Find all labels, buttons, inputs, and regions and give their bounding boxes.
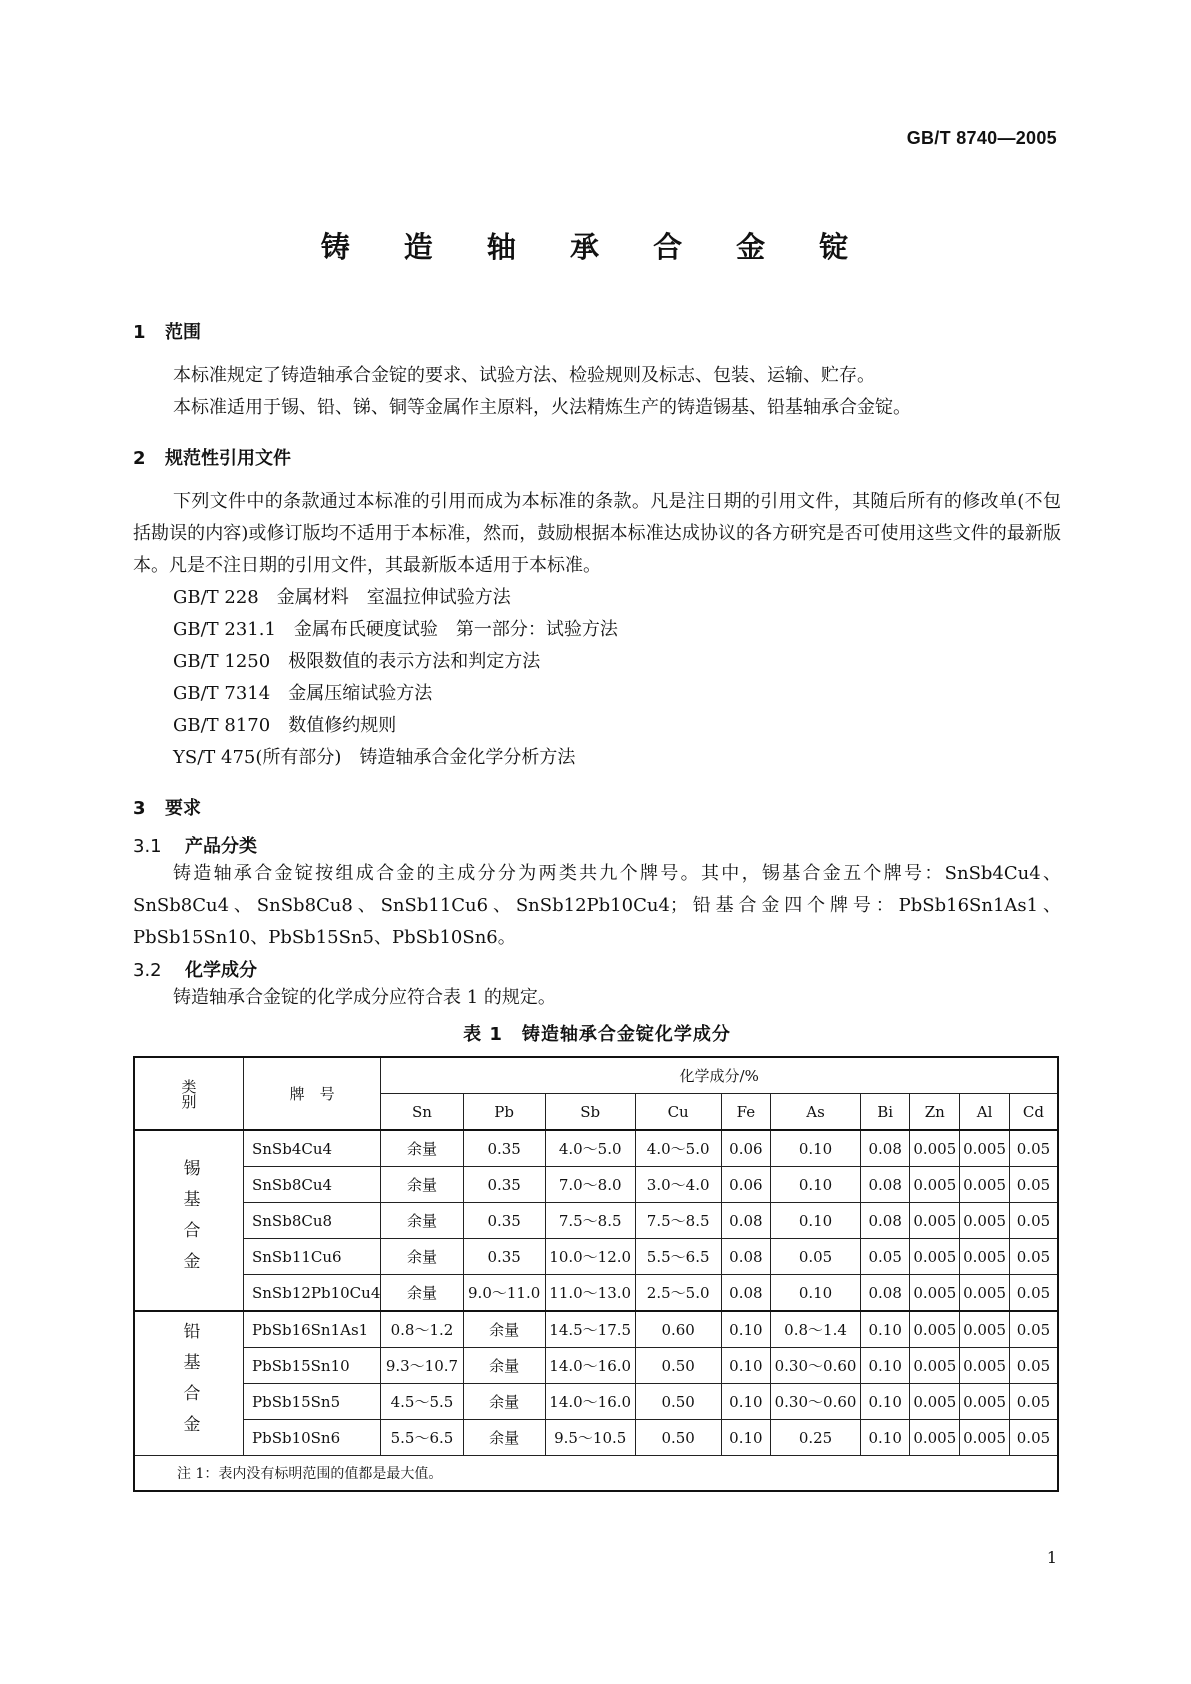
value-cell: 0.10 [721, 1384, 770, 1420]
value-cell: 0.005 [910, 1420, 960, 1456]
value-cell: 0.10 [860, 1311, 909, 1348]
table-row [134, 1384, 1058, 1420]
value-cell: 余量 [381, 1239, 463, 1275]
table-row [134, 1130, 1058, 1167]
reference-item: GB/T 1250 极限数值的表示方法和判定方法 [173, 651, 541, 672]
value-cell: 0.005 [910, 1130, 960, 1167]
table-note: 注 1：表内没有标明范围的值都是最大值。 [134, 1456, 1058, 1492]
value-cell: 余量 [463, 1348, 545, 1384]
element-header: Al [960, 1094, 1010, 1131]
table-row [134, 1239, 1058, 1275]
composition-paragraph: 铸造轴承合金锭的化学成分应符合表 1 的规定。 [173, 987, 556, 1008]
page-number: 1 [1046, 1548, 1057, 1567]
value-cell: 4.0～5.0 [545, 1130, 635, 1167]
value-cell: 0.08 [860, 1203, 909, 1239]
value-cell: 0.05 [1009, 1311, 1058, 1348]
value-cell: 7.5～8.5 [545, 1203, 635, 1239]
table-row [134, 1167, 1058, 1203]
grade-cell: PbSb15Sn10 [244, 1348, 381, 1384]
value-cell: 0.08 [860, 1275, 909, 1312]
value-cell: 14.5～17.5 [545, 1311, 635, 1348]
value-cell: 0.005 [960, 1420, 1010, 1456]
value-cell: 0.05 [1009, 1239, 1058, 1275]
value-cell: 0.05 [860, 1239, 909, 1275]
section-3-2-heading: 3.2 化学成分 [133, 960, 257, 981]
table-row [134, 1275, 1058, 1312]
section-2-heading: 2 规范性引用文件 [133, 448, 291, 469]
table-row [134, 1311, 1058, 1348]
value-cell: 0.10 [721, 1420, 770, 1456]
value-cell: 0.08 [860, 1167, 909, 1203]
element-header: Cu [635, 1094, 721, 1131]
value-cell: 11.0～13.0 [545, 1275, 635, 1312]
element-header: Bi [860, 1094, 909, 1131]
classification-paragraph: 铸造轴承合金锭按组成合金的主成分分为两类共九个牌号。其中，锡基合金五个牌号：SnSb4Cu4、SnSb8Cu4、SnSb8Cu8、SnSb11Cu6、SnSb12Pb10Cu4；铅基合金四个牌号：PbSb16Sn1As1、PbSb15Sn10、PbSb15Sn5、PbSb10Sn6。 [133, 863, 1061, 948]
grade-cell: SnSb8Cu8 [244, 1203, 381, 1239]
grade-cell: SnSb4Cu4 [244, 1130, 381, 1167]
value-cell: 0.25 [771, 1420, 861, 1456]
value-cell: 0.005 [960, 1348, 1010, 1384]
reference-item: YS/T 475(所有部分) 铸造轴承合金化学分析方法 [173, 747, 576, 768]
value-cell: 0.50 [635, 1384, 721, 1420]
value-cell: 10.0～12.0 [545, 1239, 635, 1275]
grade-cell: PbSb15Sn5 [244, 1384, 381, 1420]
value-cell: 0.50 [635, 1420, 721, 1456]
value-cell: 0.05 [1009, 1420, 1058, 1456]
table-row [134, 1203, 1058, 1239]
value-cell: 0.10 [860, 1348, 909, 1384]
value-cell: 9.5～10.5 [545, 1420, 635, 1456]
value-cell: 0.08 [860, 1130, 909, 1167]
value-cell: 0.10 [721, 1348, 770, 1384]
element-header: Sn [381, 1094, 463, 1131]
grade-cell: SnSb8Cu4 [244, 1167, 381, 1203]
value-cell: 0.30～0.60 [771, 1348, 861, 1384]
value-cell: 余量 [381, 1167, 463, 1203]
value-cell: 5.5～6.5 [381, 1420, 463, 1456]
document-title: 铸 造 轴 承 合 金 锭 [320, 230, 871, 264]
value-cell: 7.5～8.5 [635, 1203, 721, 1239]
value-cell: 0.10 [771, 1203, 861, 1239]
value-cell: 0.10 [771, 1275, 861, 1312]
category-header: 类别 [134, 1057, 244, 1130]
reference-item: GB/T 7314 金属压缩试验方法 [173, 683, 433, 704]
value-cell: 0.005 [960, 1311, 1010, 1348]
value-cell: 0.06 [721, 1130, 770, 1167]
value-cell: 0.08 [721, 1239, 770, 1275]
scope-paragraph-2: 本标准适用于锡、铅、锑、铜等金属作主原料，火法精炼生产的铸造锡基、铅基轴承合金锭。 [173, 397, 911, 418]
value-cell: 4.0～5.0 [635, 1130, 721, 1167]
value-cell: 0.8～1.2 [381, 1311, 463, 1348]
table-caption: 表 1 铸造轴承合金锭化学成分 [463, 1024, 731, 1045]
grade-header: 牌 号 [244, 1057, 381, 1130]
value-cell: 0.05 [1009, 1130, 1058, 1167]
value-cell: 0.35 [463, 1239, 545, 1275]
value-cell: 0.06 [721, 1167, 770, 1203]
reference-item: GB/T 8170 数值修约规则 [173, 715, 397, 736]
value-cell: 余量 [381, 1130, 463, 1167]
value-cell: 0.005 [910, 1348, 960, 1384]
standard-code: GB/T 8740—2005 [906, 128, 1057, 148]
document-body [133, 322, 1061, 1492]
value-cell: 0.005 [960, 1384, 1010, 1420]
value-cell: 3.0～4.0 [635, 1167, 721, 1203]
value-cell: 0.005 [910, 1311, 960, 1348]
element-header: Sb [545, 1094, 635, 1131]
scope-paragraph-1: 本标准规定了铸造轴承合金锭的要求、试验方法、检验规则及标志、包装、运输、贮存。 [173, 365, 875, 386]
element-header: Zn [910, 1094, 960, 1131]
value-cell: 9.0～11.0 [463, 1275, 545, 1312]
value-cell: 0.05 [1009, 1384, 1058, 1420]
category-cell: 锡基合金 [134, 1130, 244, 1311]
value-cell: 0.50 [635, 1348, 721, 1384]
reference-item: GB/T 228 金属材料 室温拉伸试验方法 [173, 587, 511, 608]
value-cell: 0.35 [463, 1130, 545, 1167]
value-cell: 0.10 [860, 1420, 909, 1456]
table-row [134, 1420, 1058, 1456]
value-cell: 0.30～0.60 [771, 1384, 861, 1420]
element-header: Pb [463, 1094, 545, 1131]
element-header: Cd [1009, 1094, 1058, 1131]
value-cell: 0.005 [910, 1239, 960, 1275]
value-cell: 4.5～5.5 [381, 1384, 463, 1420]
value-cell: 0.05 [1009, 1275, 1058, 1312]
value-cell: 0.005 [960, 1130, 1010, 1167]
table-row [134, 1348, 1058, 1384]
value-cell: 9.3～10.7 [381, 1348, 463, 1384]
value-cell: 2.5～5.0 [635, 1275, 721, 1312]
value-cell: 7.0～8.0 [545, 1167, 635, 1203]
section-1-heading: 1 范围 [133, 322, 201, 343]
value-cell: 14.0～16.0 [545, 1384, 635, 1420]
value-cell: 0.35 [463, 1203, 545, 1239]
value-cell: 0.35 [463, 1167, 545, 1203]
category-cell: 铅基合金 [134, 1311, 244, 1456]
value-cell: 0.05 [1009, 1203, 1058, 1239]
value-cell: 0.05 [1009, 1167, 1058, 1203]
composition-table [133, 1056, 1059, 1492]
value-cell: 0.005 [910, 1167, 960, 1203]
value-cell: 余量 [463, 1420, 545, 1456]
value-cell: 余量 [381, 1203, 463, 1239]
element-header: Fe [721, 1094, 770, 1131]
value-cell: 5.5～6.5 [635, 1239, 721, 1275]
value-cell: 0.60 [635, 1311, 721, 1348]
value-cell: 0.08 [721, 1203, 770, 1239]
value-cell: 0.005 [960, 1239, 1010, 1275]
grade-cell: PbSb16Sn1As1 [244, 1311, 381, 1348]
reference-item: GB/T 231.1 金属布氏硬度试验 第一部分：试验方法 [173, 619, 618, 640]
value-cell: 余量 [463, 1384, 545, 1420]
value-cell: 0.005 [910, 1275, 960, 1312]
element-header: As [771, 1094, 861, 1131]
value-cell: 余量 [463, 1311, 545, 1348]
value-cell: 0.05 [1009, 1348, 1058, 1384]
section-3-heading: 3 要求 [133, 798, 201, 819]
value-cell: 0.005 [910, 1203, 960, 1239]
table-body [134, 1130, 1058, 1456]
value-cell: 0.10 [860, 1384, 909, 1420]
value-cell: 0.8～1.4 [771, 1311, 861, 1348]
value-cell: 0.005 [960, 1275, 1010, 1312]
value-cell: 0.005 [910, 1384, 960, 1420]
value-cell: 0.10 [721, 1311, 770, 1348]
grade-cell: PbSb10Sn6 [244, 1420, 381, 1456]
grade-cell: SnSb11Cu6 [244, 1239, 381, 1275]
grade-cell: SnSb12Pb10Cu4 [244, 1275, 381, 1312]
value-cell: 0.005 [960, 1167, 1010, 1203]
section-3-1-heading: 3.1 产品分类 [133, 836, 257, 857]
value-cell: 余量 [381, 1275, 463, 1312]
value-cell: 0.05 [771, 1239, 861, 1275]
value-cell: 14.0～16.0 [545, 1348, 635, 1384]
composition-header: 化学成分/% [381, 1057, 1058, 1094]
value-cell: 0.10 [771, 1167, 861, 1203]
value-cell: 0.10 [771, 1130, 861, 1167]
value-cell: 0.08 [721, 1275, 770, 1312]
value-cell: 0.005 [960, 1203, 1010, 1239]
references-intro: 下列文件中的条款通过本标准的引用而成为本标准的条款。凡是注日期的引用文件，其随后所有的修改单(不包括勘误的内容)或修订版均不适用于本标准，然而，鼓励根据本标准达成协议的各方研究是否可使用这些文件的最新版本。凡是不注日期的引用文件，其最新版本适用于本标准。 [133, 491, 1061, 576]
